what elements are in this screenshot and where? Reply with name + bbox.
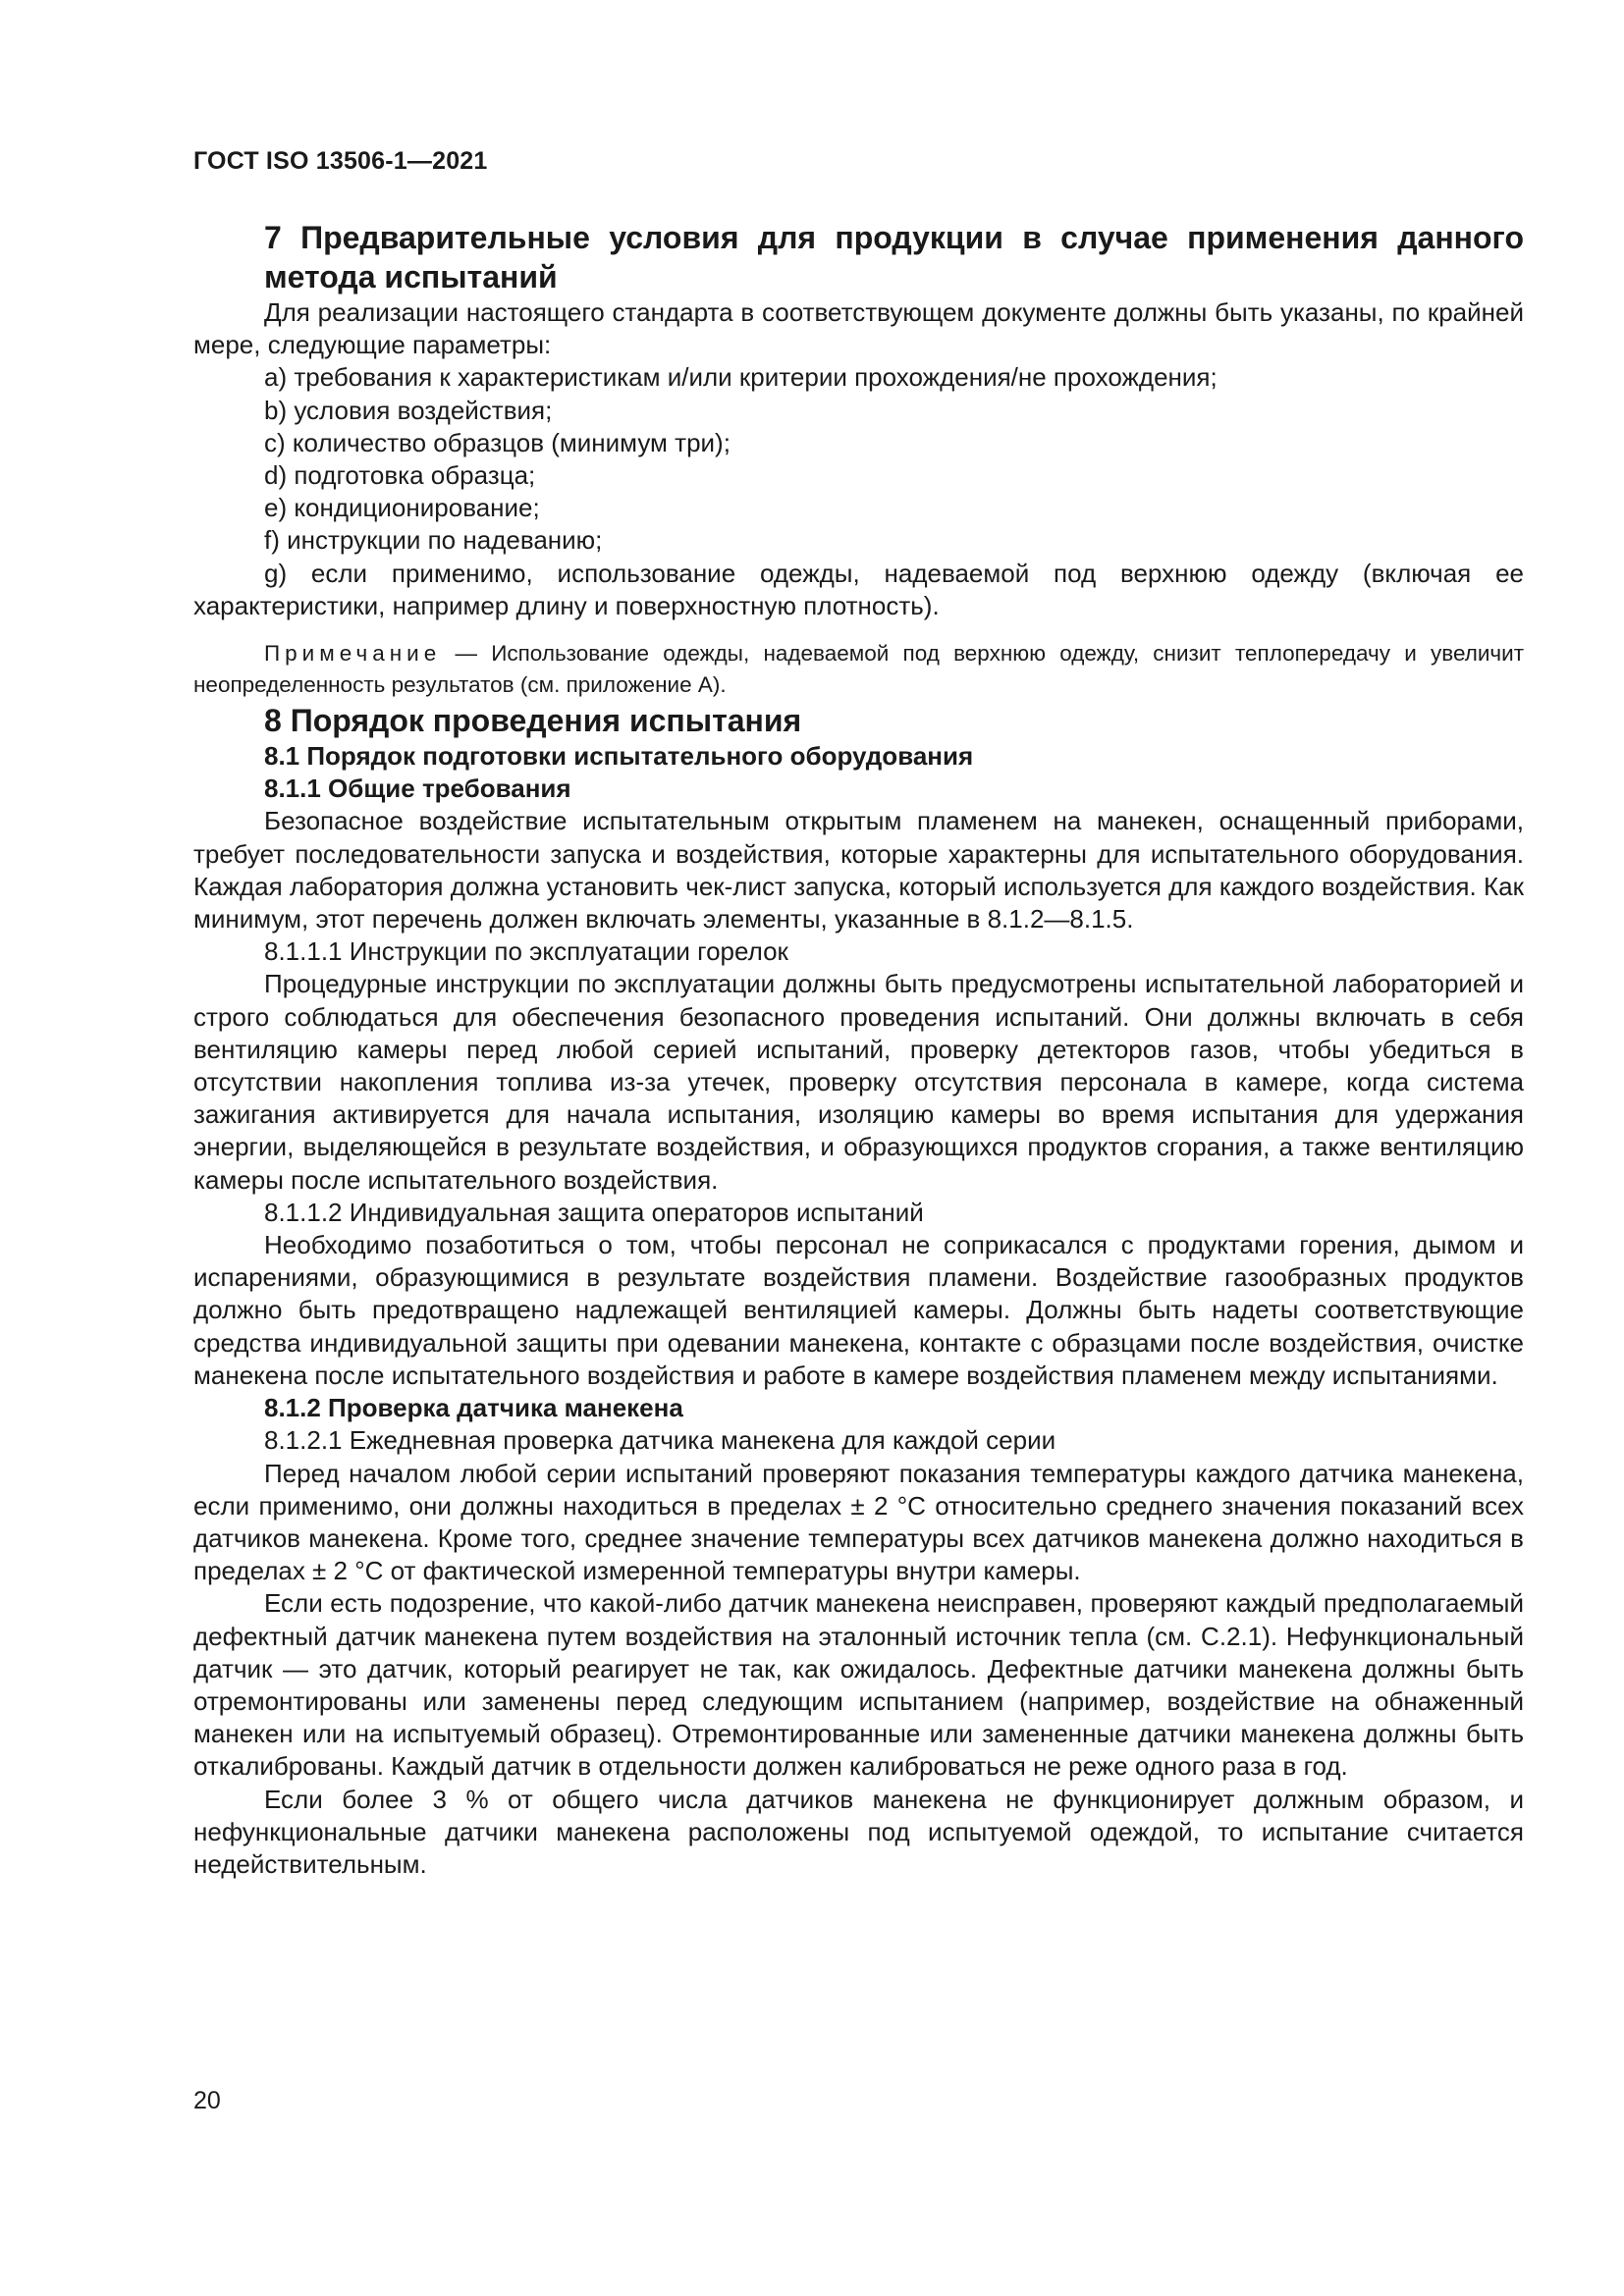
list-item-d: d) подготовка образца; — [264, 460, 536, 491]
section-8-1-title: 8.1 Порядок подготовки испытательного оборудования — [264, 741, 974, 772]
list-item-c: c) количество образцов (минимум три); — [264, 427, 731, 457]
section-8-1-1-1-text: Процедурные инструкции по эксплуатации должны быть предусмотрены испытательной лабораторией и строго соблюдаться для обеспечения безопасного проведения испытаний. Они должны включать в себя вентиляцию камеры перед любой серией испытаний, проверку детекторов газов, чтобы убедиться в отсутствии накопления топлива из-за утечек, проверку отсутствия персонала в камере, когда система зажигания активируется для начала испытания, изоляцию камеры во время испытания для удержания энергии, выделяющейся в результате воздействия, и образующихся продуктов сгорания, а также вентиляцию камеры после испытательного воздействия. — [193, 969, 1524, 1195]
section-8-1-2-title: 8.1.2 Проверка датчика манекена — [264, 1393, 683, 1423]
section-8-1-2-1-title: 8.1.2.1 Ежедневная проверка датчика манекена для каждой серии — [264, 1425, 1056, 1456]
list-item-f: f) инструкции по надеванию; — [264, 525, 603, 556]
section-8-1-1-2-text: Необходимо позаботиться о том, чтобы персонал не соприкасался с продуктами горения, дымом и испарениями, образующимися в результате воздействия пламени. Воздействие газообразных продуктов должно быть предотвращено надлежащей вентиляцией камеры. Должны быть надеты соответствующие средства индивидуальной защиты при одевании манекена, контакте с образцами после воздействия, очистке манекена после испытательного воздействия и работе в камере воздействия пламенем между испытаниями. — [193, 1230, 1524, 1390]
list-item-a: a) требования к характеристикам и/или критерии прохождения/не прохождения; — [264, 362, 1218, 393]
section-8-1-1-title: 8.1.1 Общие требования — [264, 774, 571, 804]
note-text: — Использование одежды, надеваемой под верхнюю одежду, снизит теплопередачу и увеличит неопределенность результатов (см. приложение А). — [193, 641, 1524, 698]
list-item-e: e) кондиционирование; — [264, 493, 540, 523]
section-8-1-1-2-title: 8.1.1.2 Индивидуальная защита операторов испытаний — [264, 1197, 924, 1227]
section-7-intro: Для реализации настоящего стандарта в соответствующем документе должны быть указаны, по крайней мере, следующие параметры: — [193, 297, 1524, 360]
list-item-b: b) условия воздействия; — [264, 395, 553, 425]
note-paragraph — [193, 638, 1524, 701]
section-7-title: 7 Предварительные условия для продукции в случае применения данного метода испытаний — [264, 220, 1524, 294]
section-8-1-1-1-title: 8.1.1.1 Инструкции по эксплуатации горелок — [264, 936, 788, 967]
section-8-1-2-1-paragraph-1: Перед началом любой серии испытаний проверяют показания температуры каждого датчика манекена, если применимо, они должны находиться в пределах ± 2 °C относительно среднего значения показаний всех датчиков манекена. Кроме того, среднее значение температуры всех датчиков манекена должно находиться в пределах ± 2 °C от фактической измеренной температуры внутри камеры. — [193, 1458, 1524, 1586]
document-code-header: ГОСТ ISO 13506-1—2021 — [193, 147, 488, 175]
section-8-1-2-1-paragraph-3: Если более 3 % от общего числа датчиков манекена не функционирует должным образом, и нефункциональные датчики манекена расположены под испытуемой одеждой, то испытание считается недействительным. — [193, 1784, 1524, 1879]
section-8-1-2-1-paragraph-2: Если есть подозрение, что какой-либо датчик манекена неисправен, проверяют каждый предполагаемый дефектный датчик манекена путем воздействия на эталонный источник тепла (см. С.2.1). Нефункциональный датчик — это датчик, который реагирует не так, как ожидалось. Дефектные датчики манекена должны быть отремонтированы или заменены перед следующим испытанием (например, воздействие на обнаженный манекен или на испытуемый образец). Отремонтированные или замененные датчики манекена должны быть откалиброваны. Каждый датчик в отдельности должен калиброваться не реже одного раза в год. — [193, 1588, 1524, 1782]
note-label: Примечание — [264, 641, 442, 667]
section-8-title: 8 Порядок проведения испытания — [264, 703, 802, 739]
page-number: 20 — [193, 2087, 221, 2114]
page-content — [193, 218, 1524, 1881]
section-8-1-1-text: Безопасное воздействие испытательным открытым пламенем на манекен, оснащенный приборами, требует последовательности запуска и воздействия, которые характерны для испытательного оборудования. Каждая лаборатория должна установить чек-лист запуска, который используется для каждого воздействия. Как минимум, этот перечень должен включать элементы, указанные в 8.1.2—8.1.5. — [193, 806, 1524, 934]
list-item-g: g) если применимо, использование одежды, надеваемой под верхнюю одежду (включая ее характеристики, например длину и поверхностную плотность). — [193, 558, 1524, 620]
